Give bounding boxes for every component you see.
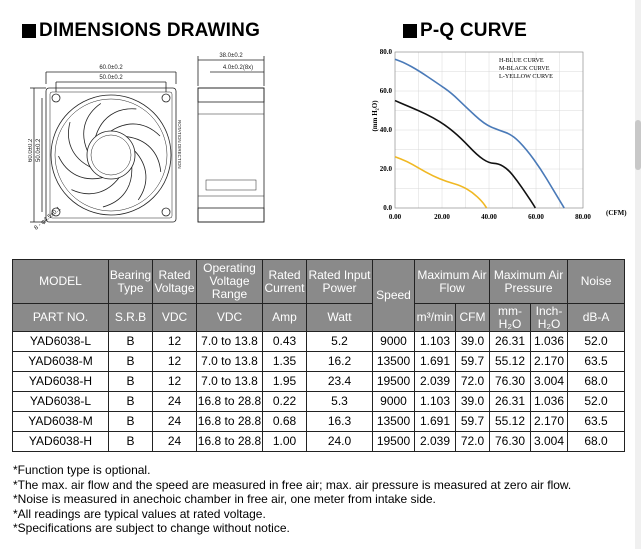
notes-section (13, 463, 571, 536)
fan-hub (87, 131, 135, 179)
table-cell: 0.68 (263, 412, 307, 432)
col-rated-current: Rated Current (263, 260, 307, 304)
table-cell: 1.103 (415, 392, 456, 412)
table-cell: 5.2 (307, 332, 373, 352)
dim-width-hole: 50.0±0.2 (99, 75, 123, 81)
table-cell: 12 (153, 352, 197, 372)
rotation-label: ROTATION DIRECTION (177, 120, 182, 169)
table-cell: B (109, 352, 153, 372)
note-line: *The max. air flow and the speed are measured in free air; max. air pressure is measured at zero air flow. (13, 477, 572, 492)
unit-rated-voltage: VDC (153, 304, 197, 332)
table-cell: 55.12 (490, 412, 531, 432)
scrollbar-thumb[interactable] (635, 120, 641, 170)
pq-legend-low: L-YELLOW CURVE (499, 73, 553, 80)
col-rated-power: Rated Input Power (307, 260, 373, 304)
table-cell: 72.0 (456, 372, 490, 392)
pq-heading (403, 20, 527, 42)
table-row (13, 432, 625, 452)
table-cell: B (109, 412, 153, 432)
table-cell: 2.170 (531, 352, 568, 372)
y-tick-label: 60.0 (379, 87, 392, 95)
table-cell: 12 (153, 332, 197, 352)
spec-table (12, 259, 625, 452)
table-cell: 52.0 (568, 332, 625, 352)
note-line: *Function type is optional. (13, 463, 151, 477)
unit-m3min: m³/min (415, 304, 456, 332)
table-cell: 1.691 (415, 412, 456, 432)
col-rated-voltage: Rated Voltage (153, 260, 197, 304)
x-tick-label: 0.00 (388, 213, 402, 221)
fan-blades (54, 100, 168, 213)
pq-series-high (395, 59, 564, 208)
fan-blade (54, 156, 104, 184)
dimensions-heading (22, 20, 260, 42)
table-cell: 24 (153, 432, 197, 452)
dim-height-hole: 50.0±0.2 (36, 138, 42, 162)
mount-hole (162, 94, 170, 102)
table-cell: 16.8 to 28.8 (197, 412, 263, 432)
scrollbar-track[interactable] (635, 0, 641, 549)
pq-legend-medium: M-BLACK CURVE (499, 65, 550, 72)
table-cell: YAD6038-L (13, 332, 109, 352)
mount-hole (52, 94, 60, 102)
table-cell: YAD6038-M (13, 352, 109, 372)
table-cell: 63.5 (568, 352, 625, 372)
unit-operating-voltage: VDC (197, 304, 263, 332)
fan-blade (130, 150, 150, 200)
table-row (13, 392, 625, 412)
x-tick-label: 60.00 (528, 213, 544, 221)
table-cell: 2.170 (531, 412, 568, 432)
dim-width-outer: 60.0±0.2 (99, 65, 123, 71)
heading-bullet-icon (22, 24, 36, 38)
pq-legend-high: H-BLUE CURVE (499, 57, 544, 64)
table-cell: 1.103 (415, 332, 456, 352)
table-cell: 24.0 (307, 432, 373, 452)
col-speed: Speed (373, 260, 415, 332)
dim-flange: 4.0±0.2(8x) (222, 65, 254, 71)
table-cell: 16.3 (307, 412, 373, 432)
table-cell: YAD6038-H (13, 372, 109, 392)
dim-hole: 8 - φ4.5±0.1 (33, 206, 63, 232)
dimensions-title: DIMENSIONS DRAWING (39, 20, 261, 41)
table-cell: 55.12 (490, 352, 531, 372)
col-max-airflow: Maximum Air Flow (415, 260, 490, 304)
table-cell: 24 (153, 392, 197, 412)
heading-bullet-icon (403, 24, 417, 38)
table-cell: 3.004 (531, 432, 568, 452)
pq-title: P-Q CURVE (420, 20, 528, 41)
col-operating-voltage: Operating Voltage Range (197, 260, 263, 304)
table-cell: 1.691 (415, 352, 456, 372)
table-cell: 16.8 to 28.8 (197, 432, 263, 452)
unit-cfm: CFM (456, 304, 490, 332)
unit-mmh2o: mm-H₂O (490, 304, 531, 332)
col-model: MODEL (13, 260, 109, 304)
table-cell: 1.35 (263, 352, 307, 372)
col-max-pressure: Maximum Air Pressure (490, 260, 568, 304)
y-tick-label: 0.0 (383, 204, 392, 212)
table-cell: 76.30 (490, 372, 531, 392)
table-cell: 5.3 (307, 392, 373, 412)
table-cell: 13500 (373, 352, 415, 372)
table-cell: 2.039 (415, 432, 456, 452)
table-cell: 68.0 (568, 432, 625, 452)
pq-ylabel: (mm H₂O) (371, 100, 379, 132)
pq-gridlines (395, 52, 583, 208)
table-cell: 0.43 (263, 332, 307, 352)
pq-xlabel: (CFM) (606, 209, 627, 217)
col-noise: Noise (568, 260, 625, 304)
table-cell: 39.0 (456, 392, 490, 412)
x-tick-label: 20.00 (434, 213, 450, 221)
table-unit-row (13, 304, 625, 332)
unit-power: Watt (307, 304, 373, 332)
dim-height-outer: 60.0±0.2 (28, 138, 34, 162)
fan-blade (80, 101, 100, 151)
y-tick-label: 40.0 (379, 126, 392, 134)
table-cell: YAD6038-H (13, 432, 109, 452)
unit-inchh2o: Inch-H₂O (531, 304, 568, 332)
table-cell: YAD6038-M (13, 412, 109, 432)
table-row (13, 372, 625, 392)
table-cell: B (109, 432, 153, 452)
table-cell: B (109, 392, 153, 412)
table-cell: 1.036 (531, 392, 568, 412)
fan-blade (71, 173, 121, 201)
dim-depth: 38.0±0.2 (219, 53, 243, 59)
fan-front-frame (46, 88, 176, 222)
table-cell: YAD6038-L (13, 392, 109, 412)
fan-blade (111, 124, 160, 136)
table-cell: 16.8 to 28.8 (197, 392, 263, 412)
table-row (13, 352, 625, 372)
table-cell: B (109, 372, 153, 392)
table-cell: 7.0 to 13.8 (197, 332, 263, 352)
table-cell: 76.30 (490, 432, 531, 452)
table-cell: 68.0 (568, 372, 625, 392)
table-cell: 12 (153, 372, 197, 392)
mount-hole (162, 208, 170, 216)
y-tick-label: 80.0 (379, 48, 392, 56)
fan-blade (103, 165, 138, 213)
fan-blade (123, 131, 168, 172)
unit-part-no: PART NO. (13, 304, 109, 332)
table-row (13, 332, 625, 352)
col-bearing: Bearing Type (109, 260, 153, 304)
table-cell: 52.0 (568, 392, 625, 412)
table-body (13, 332, 625, 452)
table-cell: B (109, 332, 153, 352)
x-tick-label: 80.00 (575, 213, 591, 221)
table-cell: 1.036 (531, 332, 568, 352)
pq-chart (365, 46, 635, 240)
table-cell: 59.7 (456, 352, 490, 372)
table-cell: 1.00 (263, 432, 307, 452)
table-cell: 24 (153, 412, 197, 432)
table-cell: 19500 (373, 372, 415, 392)
table-cell: 23.4 (307, 372, 373, 392)
note-line: *Noise is measured in anechoic chamber in free air, one meter from intake side. (13, 492, 436, 507)
table-cell: 26.31 (490, 332, 531, 352)
table-cell: 63.5 (568, 412, 625, 432)
table-header-row (13, 260, 625, 304)
table-cell: 1.95 (263, 372, 307, 392)
table-cell: 9000 (373, 332, 415, 352)
table-cell: 2.039 (415, 372, 456, 392)
table-cell: 3.004 (531, 372, 568, 392)
note-line: *Specifications are subject to change without notice. (13, 521, 290, 536)
note-line: *All readings are typical values at rated voltage. (13, 506, 266, 521)
dimensions-drawing (28, 50, 373, 240)
table-cell: 19500 (373, 432, 415, 452)
table-cell: 39.0 (456, 332, 490, 352)
x-tick-label: 40.00 (481, 213, 497, 221)
fan-blade (60, 122, 95, 170)
table-cell: 59.7 (456, 412, 490, 432)
unit-current: Amp (263, 304, 307, 332)
table-row (13, 412, 625, 432)
pq-series-low (395, 157, 487, 208)
fan-outer-ring (51, 95, 171, 215)
table-cell: 7.0 to 13.8 (197, 372, 263, 392)
table-cell: 72.0 (456, 432, 490, 452)
unit-dba: dB-A (568, 304, 625, 332)
table-cell: 13500 (373, 412, 415, 432)
y-tick-label: 20.0 (379, 165, 392, 173)
table-cell: 16.2 (307, 352, 373, 372)
table-cell: 26.31 (490, 392, 531, 412)
table-cell: 7.0 to 13.8 (197, 352, 263, 372)
pq-curves (395, 59, 564, 208)
fan-side-view (198, 88, 264, 222)
table-cell: 9000 (373, 392, 415, 412)
pq-series-medium (395, 101, 535, 208)
table-cell: 0.22 (263, 392, 307, 412)
unit-bearing: S.R.B (109, 304, 153, 332)
